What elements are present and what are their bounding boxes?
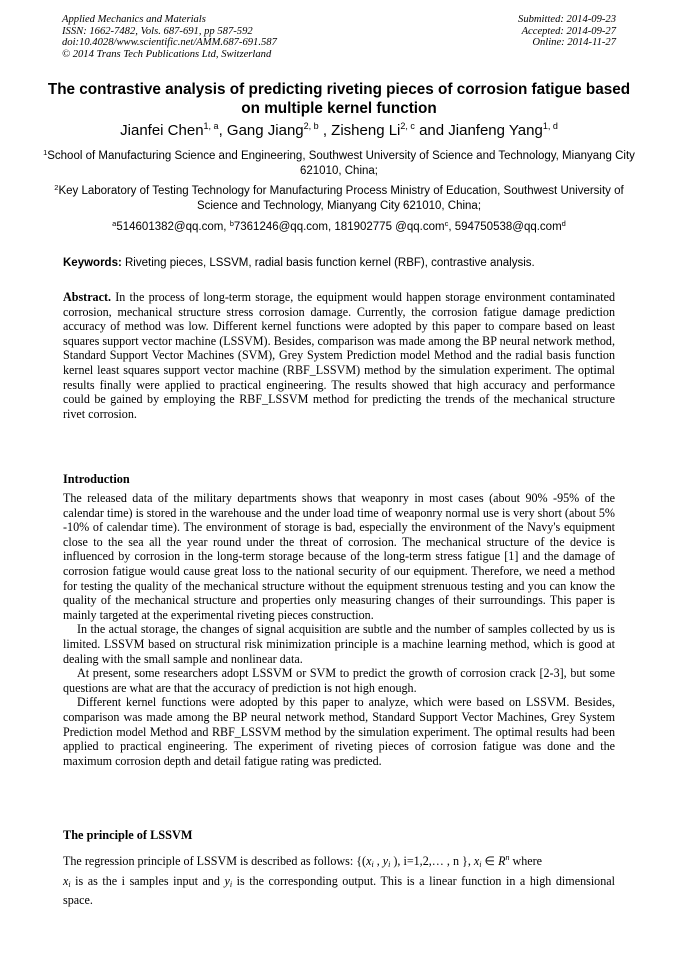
author-affil-mark: 1, d	[542, 121, 558, 131]
paragraph: At present, some researchers adopt LSSVM or SVM to predict the growth of corrosion crack [2-3], but some questions are what are that the accuracy of prediction is not high enough.	[63, 666, 615, 695]
author-affil-mark: 2, b	[303, 121, 319, 131]
author-affil-mark: 1, a	[203, 121, 219, 131]
keywords-text: Riveting pieces, LSSVM, radial basis function kernel (RBF), contrastive analysis.	[121, 257, 535, 269]
submitted-date: Submitted: 2014-09-23	[518, 14, 616, 25]
email-link[interactable]: 514601382@qq.com,	[116, 221, 230, 233]
keywords-label: Keywords:	[63, 257, 122, 269]
journal-info	[62, 14, 277, 60]
author-affil-mark: 2, c	[400, 121, 415, 131]
journal-doi: doi:10.4028/www.scientific.net/AMM.687-691.587	[62, 37, 277, 49]
math-x: x	[63, 873, 69, 888]
math-x: x	[473, 854, 480, 868]
email-link[interactable]: , 594750538@qq.com	[448, 221, 562, 233]
author-emails: $^a$514601382@qq.com, $^b$7361246@qq.com, 181902775 @qq.com$^c$, 594750538@qq.com$^d$	[112, 219, 566, 233]
math-y: y	[382, 854, 389, 868]
author-name: Zisheng Li	[331, 122, 401, 139]
affiliation-1: $^1$School of Manufacturing Science and Engineering, Southwest University of Science and Technology, Mianyang City 621010, China;	[43, 148, 635, 177]
math-R: R	[498, 854, 506, 868]
author-list: Jianfei Chen$^{1, a}$, Gang Jiang$^{2, b}$ , Zisheng Li$^{2, c}$ and Jianfeng Yang$^{1, d}$	[120, 121, 558, 139]
paragraph: Different kernel functions were adopted by this paper to analyze, which were based on LSSVM. Besides, comparison was made among the BP neural network method, Standard Support Vector Machines, Grey System Prediction model Method and RBF_LSSVM method by the simulation experiment. The optimal results had been applied to practical engineering. The experiment of riveting pieces of corrosion fatigue was done and the maximum corrosion depth and detail fatigue rating was predicted.	[63, 695, 615, 768]
math-y: y	[224, 873, 230, 888]
author-name: Jianfeng Yang	[448, 122, 543, 139]
author-name: Jianfei Chen	[120, 122, 204, 139]
paragraph: In the actual storage, the changes of signal acquisition are subtle and the number of samples collected by us is limited. LSSVM based on structural risk minimization principle is a machine learning method, which is good at dealing with the small sample and nonlinear data.	[63, 622, 615, 666]
online-date: Online: 2014-11-27	[532, 37, 616, 49]
lssvm-body: The regression principle of LSSVM is described as follows: {($x_i$ , $y_i$ ), i=1,2,… , n }, $x_i$ ∈ $R^n$ where $x_i$ is as the i samples input and $y_i$ is the corresponding output. This is a linear function in a high dimensional space.	[63, 853, 615, 907]
abstract	[63, 290, 615, 421]
paper-title: The contrastive analysis of predicting riveting pieces of corrosion fatigue based on multiple kernel function	[47, 81, 631, 117]
affiliation-2: $^2$Key Laboratory of Testing Technology for Manufacturing Process Ministry of Education, Southwest University of Science and Technology, Mianyang City 621010, China;	[54, 183, 624, 212]
math-x: x	[366, 854, 372, 868]
submission-dates	[518, 14, 616, 49]
keywords	[63, 256, 616, 271]
paragraph: The released data of the military departments shows that weaponry in most cases (about 90% -95% of the calendar time) is stored in the warehouse and the under load time of weaponry normal use is very short (about 5% -10% of calendar time). The environment of storage is bad, especially the environment of the Navy's equipment close to the sea all the year round under the threat of corrosion. The mechanical structure of the device is influenced by corrosion in the long-term storage because of the long-term stress fatigue [1] and the damage of corrosion fatigue would cause great loss to the national security of our equipment. Therefore, we need a method for testing the quality of the mechanical structure without the equipment strenuous testing and you can know the quality of the mechanical structure and properties only measuring changes of their surroundings. This paper is mainly targeted at the experimental riveting pieces construction.	[63, 491, 615, 622]
author-name: Gang Jiang	[226, 122, 304, 139]
journal-name: Applied Mechanics and Materials	[62, 14, 206, 25]
journal-copyright: © 2014 Trans Tech Publications Ltd, Switzerland	[62, 48, 272, 60]
abstract-text: In the process of long-term storage, the equipment would happen storage environment contaminated corrosion, mechanical structure stress corrosion damage. Currently, the corrosion fatigue damage prediction accuracy of method was low. Different kernel functions were adopted by this paper to compare based on least squares support vector machine (LSSVM). Besides, comparison was made among the BP neural network method, Standard Support Vector Machines (SVM), Grey System Prediction model Method and the radial basis function kernel least squares support vector machine (RBF_LSSVM) method by the simulation experiment. The optimal results finally were applied to practical engineering. The results showed that high accuracy and performance could be gained by employing the RBF_LSSVM method for predicting the trends of the mechanical structure rivet corrosion.	[63, 290, 615, 421]
journal-issn: ISSN: 1662-7482, Vols. 687-691, pp 587-592	[62, 25, 253, 37]
accepted-date: Accepted: 2014-09-27	[521, 25, 616, 37]
introduction-body	[63, 491, 615, 768]
email-link[interactable]: 7361246@qq.com, 181902775 @qq.com	[233, 221, 445, 233]
abstract-label: Abstract.	[63, 290, 112, 304]
section-heading-lssvm: The principle of LSSVM	[63, 828, 193, 842]
section-heading-introduction: Introduction	[63, 472, 130, 486]
